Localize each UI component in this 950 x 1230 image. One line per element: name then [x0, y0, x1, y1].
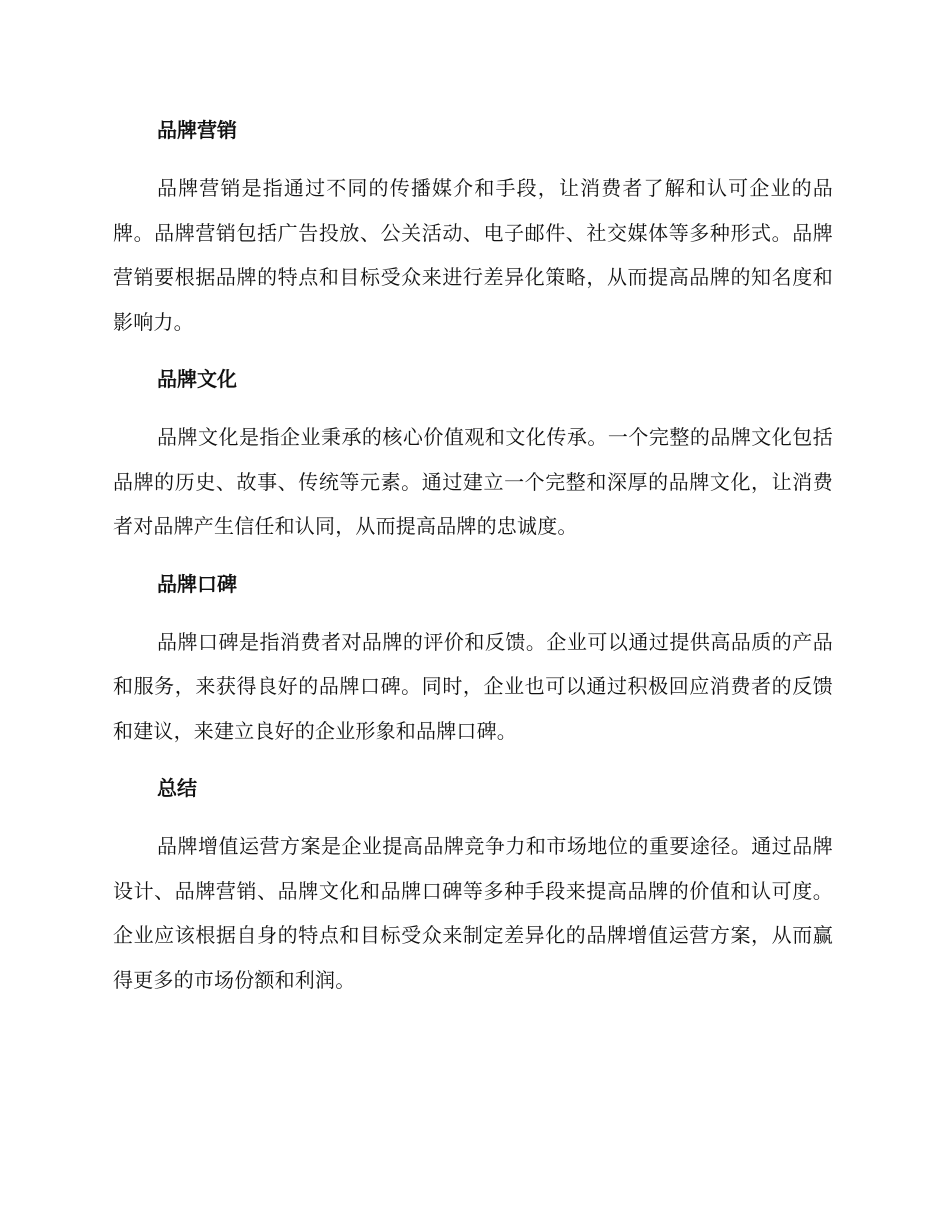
section-brand-marketing	[113, 108, 833, 344]
section-brand-reputation	[113, 562, 833, 754]
section-summary	[113, 766, 833, 1002]
section-paragraph: 品牌文化是指企业秉承的核心价值观和文化传承。一个完整的品牌文化包括品牌的历史、故事、传统等元素。通过建立一个完整和深厚的品牌文化，让消费者对品牌产生信任和认同，从而提高品牌的忠诚度。	[113, 425, 833, 538]
section-paragraph: 品牌增值运营方案是企业提高品牌竞争力和市场地位的重要途径。通过品牌设计、品牌营销、品牌文化和品牌口碑等多种手段来提高品牌的价值和认可度。企业应该根据自身的特点和目标受众来制定差异化的品牌增值运营方案，从而赢得更多的市场份额和利润。	[113, 834, 833, 992]
section-paragraph: 品牌营销是指通过不同的传播媒介和手段，让消费者了解和认可企业的品牌。品牌营销包括广告投放、公关活动、电子邮件、社交媒体等多种形式。品牌营销要根据品牌的特点和目标受众来进行差异化策略，从而提高品牌的知名度和影响力。	[113, 176, 833, 334]
section-brand-culture	[113, 357, 833, 549]
section-paragraph: 品牌口碑是指消费者对品牌的评价和反馈。企业可以通过提供高品质的产品和服务，来获得良好的品牌口碑。同时，企业也可以通过积极回应消费者的反馈和建议，来建立良好的企业形象和品牌口碑。	[113, 629, 833, 743]
section-heading: 品牌营销	[157, 118, 237, 142]
section-heading: 总结	[157, 776, 197, 800]
section-heading: 品牌口碑	[157, 571, 237, 596]
document-content	[113, 108, 833, 1002]
section-heading: 品牌文化	[157, 367, 237, 391]
